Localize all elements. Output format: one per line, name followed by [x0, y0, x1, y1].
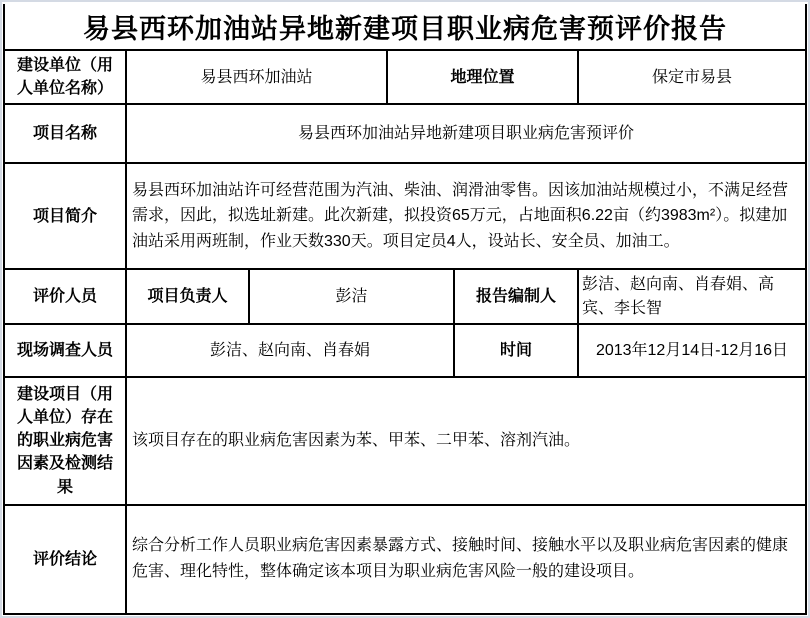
conclusion-value: 综合分析工作人员职业病危害因素暴露方式、接触时间、接触水平以及职业病危害因素的健康危害、理化特性，整体确定该本项目为职业病危害风险一般的建设项目。	[132, 537, 789, 581]
table-row-intro	[5, 164, 805, 270]
project-leader-label: 项目负责人	[127, 270, 250, 322]
table-row-survey	[5, 325, 805, 378]
table-row-project-name	[5, 105, 805, 164]
location-value: 保定市易县	[651, 68, 732, 86]
report-writers-label: 报告编制人	[455, 270, 579, 322]
project-leader-value: 彭洁	[250, 270, 455, 322]
project-name-value: 易县西环加油站异地新建项目职业病危害预评价	[297, 125, 634, 143]
table-row-unit	[5, 51, 805, 105]
survey-staff-label: 现场调查人员	[5, 325, 127, 376]
report-writers-value: 彭洁、赵向南、肖春娟、高宾、李长智	[582, 276, 775, 317]
report-table	[3, 4, 807, 615]
evaluators-label: 评价人员	[5, 270, 127, 322]
unit-value: 易县西环加油站	[127, 51, 388, 103]
intro-value: 易县西环加油站许可经营范围为汽油、柴油、润滑油零售。因该加油站规模过小，不满足经营需求，因此，拟选址新建。此次新建，拟投资65万元，占地面积6.22亩（约3983m²）。拟建加油站采用两班制，作业天数330天。项目定员4人，设站长、安全员、加油工。	[132, 181, 789, 251]
project-name-label: 项目名称	[5, 105, 127, 162]
report-title: 易县西环加油站异地新建项目职业病危害预评价报告	[5, 4, 805, 51]
hazards-label: 建设项目（用人单位）存在的职业病危害因素及检测结果	[5, 378, 127, 504]
table-row-evaluators	[5, 270, 805, 324]
table-row-hazards	[5, 378, 805, 506]
time-value: 2013年12月14日-12月16日	[595, 341, 789, 359]
unit-label: 建设单位（用人单位名称）	[5, 51, 127, 103]
hazards-value: 该项目存在的职业病危害因素为苯、甲苯、二甲苯、溶剂汽油。	[132, 431, 581, 449]
location-label: 地理位置	[388, 51, 579, 103]
time-label: 时间	[455, 325, 579, 376]
table-row-conclusion	[5, 506, 805, 613]
intro-label: 项目简介	[5, 164, 127, 268]
conclusion-label: 评价结论	[5, 506, 127, 613]
survey-staff-value: 彭洁、赵向南、肖春娟	[127, 325, 455, 376]
